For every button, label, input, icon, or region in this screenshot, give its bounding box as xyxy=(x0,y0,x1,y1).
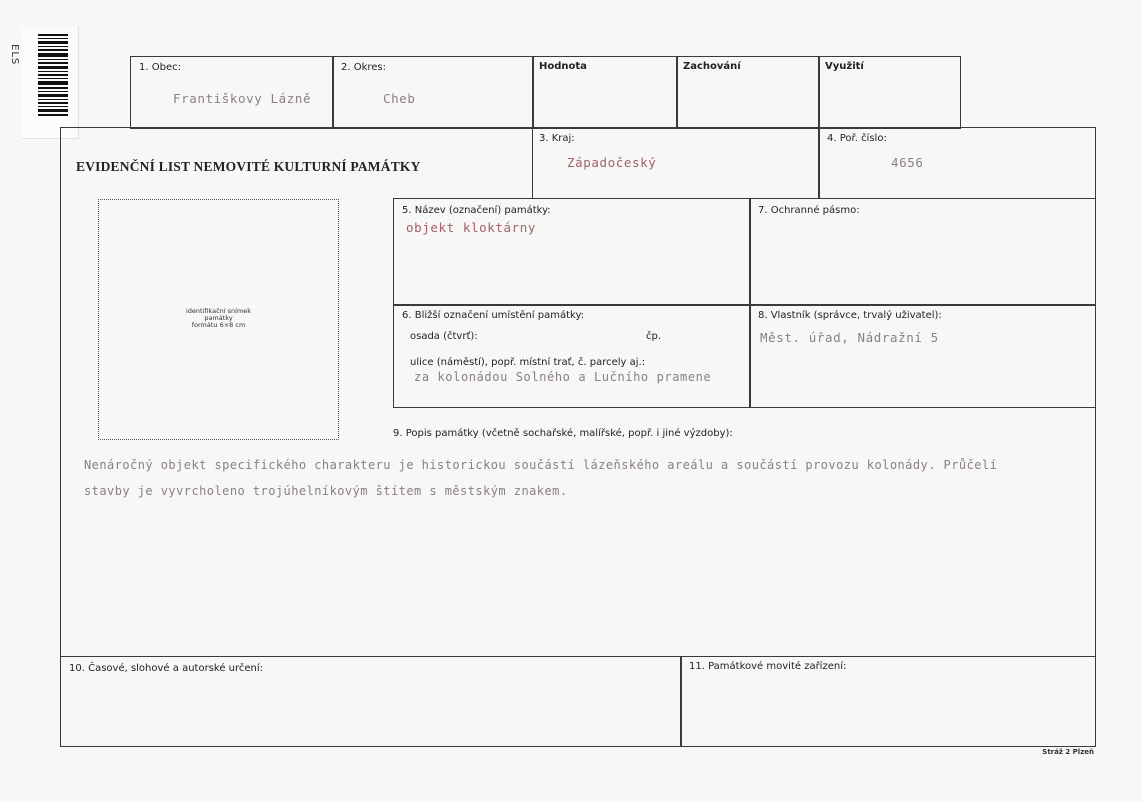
cp-label: čp. xyxy=(646,331,662,342)
ulice-value: za kolonádou Solného a Lučního pramene xyxy=(414,370,712,384)
por-cislo-label: 4. Poř. číslo: xyxy=(827,133,887,144)
field-kraj xyxy=(532,127,820,199)
ulice-label: ulice (náměstí), popř. místní trať, č. parcely aj.: xyxy=(410,357,646,368)
field-zachovani xyxy=(676,56,820,129)
barcode-icon xyxy=(38,34,70,120)
umisteni-label: 6. Bližší označení umístění památky: xyxy=(402,310,585,321)
form-title: EVIDENČNÍ LIST NEMOVITÉ KULTURNÍ PAMÁTKY xyxy=(76,159,421,174)
field-casove xyxy=(60,656,682,747)
zachovani-label: Zachování xyxy=(683,61,741,72)
okres-label: 2. Okres: xyxy=(341,62,387,73)
field-vlastnik xyxy=(749,304,1096,408)
field-movite xyxy=(680,656,1096,747)
casove-label: 10. Časové, slohové a autorské určení: xyxy=(69,663,264,674)
printer-imprint: Stráž 2 Plzeň xyxy=(1042,748,1094,756)
osada-label: osada (čtvrť): xyxy=(410,331,478,342)
field-obec xyxy=(130,56,334,129)
field-ochranne-pasmo xyxy=(749,198,1096,306)
popis-label: 9. Popis památky (včetně sochařské, malířské, popř. i jiné výzdoby): xyxy=(393,428,733,439)
vlastnik-label: 8. Vlastník (správce, trvalý uživatel): xyxy=(758,310,942,321)
field-nazev xyxy=(393,198,751,306)
field-hodnota xyxy=(532,56,678,129)
hodnota-label: Hodnota xyxy=(539,61,587,72)
kraj-value: Západočeský xyxy=(567,155,657,170)
field-vyuziti xyxy=(818,56,961,129)
nazev-label: 5. Název (označení) památky: xyxy=(402,205,551,216)
obec-label: 1. Obec: xyxy=(139,62,181,73)
okres-value: Cheb xyxy=(383,91,416,106)
obec-value: Františkovy Lázně xyxy=(173,91,312,106)
nazev-value: objekt kloktárny xyxy=(406,220,537,235)
field-okres xyxy=(332,56,534,129)
ochranne-pasmo-label: 7. Ochranné pásmo: xyxy=(758,205,860,216)
movite-label: 11. Památkové movité zařízení: xyxy=(689,661,847,672)
photo-caption: identifikační snímek památky formátu 6×8 cm xyxy=(185,307,252,329)
field-por-cislo xyxy=(818,127,1096,199)
vlastnik-value: Měst. úřad, Nádražní 5 xyxy=(760,330,939,345)
field-umisteni xyxy=(393,304,751,408)
por-cislo-value: 4656 xyxy=(891,155,924,170)
photo-placeholder xyxy=(98,199,339,440)
kraj-label: 3. Kraj: xyxy=(539,133,575,144)
popis-line2: stavby je vyvrcholeno trojúhelníkovým štítem s městským znakem. xyxy=(84,484,568,498)
vyuziti-label: Využití xyxy=(825,61,864,72)
popis-line1: Nenáročný objekt specifického charakteru je historickou součástí lázeňského areálu a součástí provozu kolonády. Průčelí xyxy=(84,458,998,472)
barcode-text: ELS xyxy=(9,44,20,66)
